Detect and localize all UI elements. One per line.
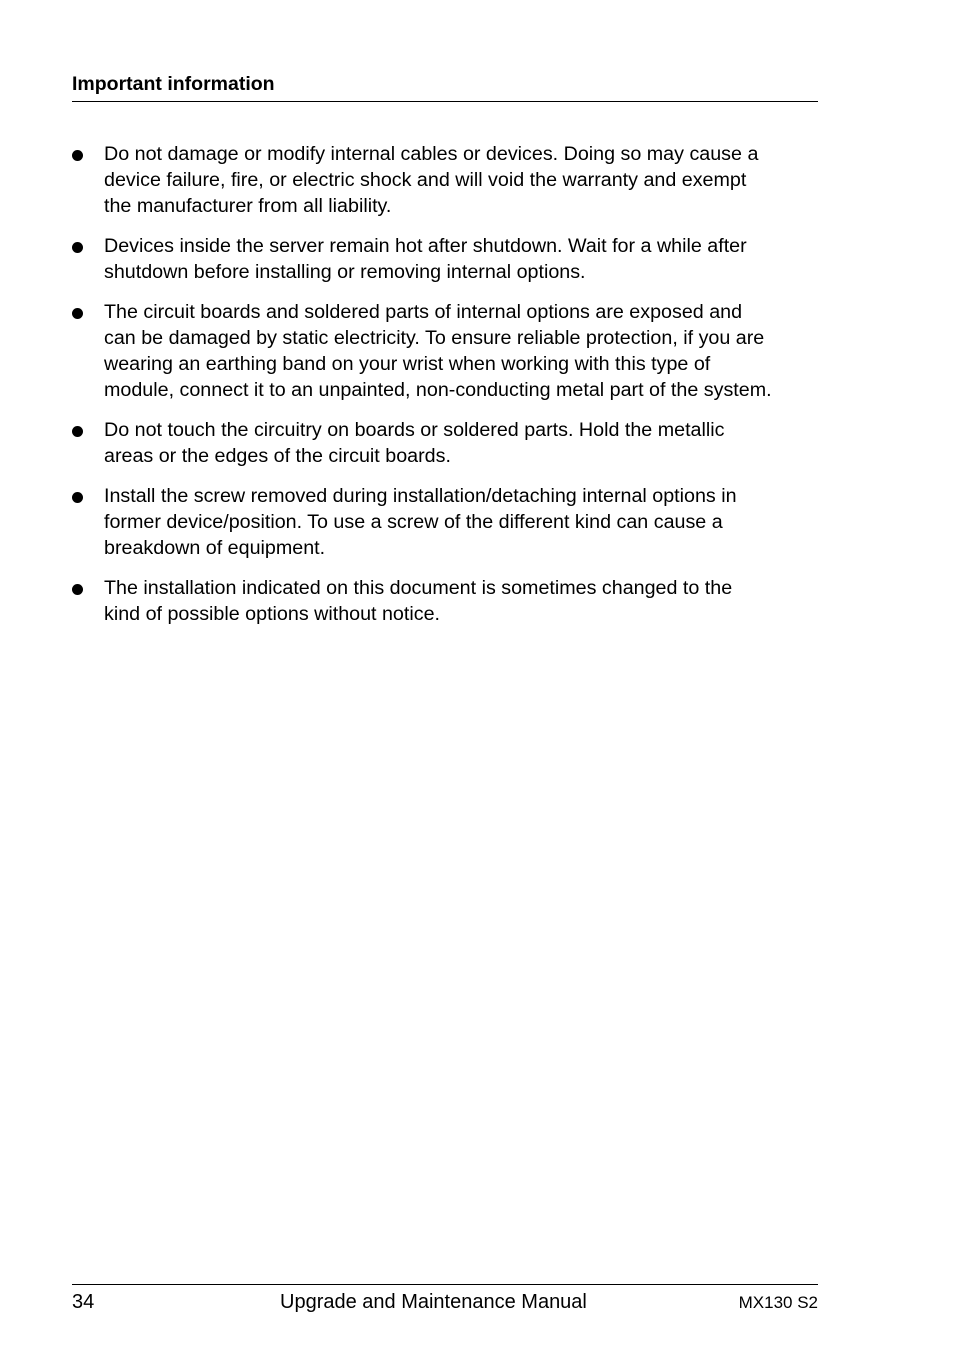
- bullet-line: areas or the edges of the circuit boards.: [104, 445, 451, 467]
- bullet-line: the manufacturer from all liability.: [104, 195, 392, 217]
- bullet-dot-icon: [72, 426, 83, 437]
- bullet-line: can be damaged by static electricity. To ensure reliable protection, if you are: [104, 327, 765, 349]
- bullet-line: The installation indicated on this document is sometimes changed to the: [104, 577, 733, 599]
- bullet-text: [104, 417, 832, 469]
- bullet-item: [72, 141, 832, 219]
- model-name: MX130 S2: [738, 1293, 818, 1312]
- bullet-text: [104, 483, 832, 561]
- bullet-item: [72, 417, 832, 469]
- bullet-line: kind of possible options without notice.: [104, 603, 440, 625]
- bullet-text: [104, 141, 832, 219]
- bullet-item: [72, 233, 832, 285]
- bullet-dot-icon: [72, 584, 83, 595]
- bullet-line: Devices inside the server remain hot after shutdown. Wait for a while after: [104, 235, 747, 257]
- bullet-line: Do not touch the circuitry on boards or soldered parts. Hold the metallic: [104, 419, 725, 441]
- bullet-text: [104, 299, 832, 403]
- bullet-item: [72, 483, 832, 561]
- bullet-line: Install the screw removed during installation/detaching internal options in: [104, 485, 737, 507]
- bullet-line: shutdown before installing or removing internal options.: [104, 261, 586, 283]
- bullet-dot-icon: [72, 308, 83, 319]
- bullet-line: former device/position. To use a screw of the different kind can cause a: [104, 511, 723, 533]
- bullet-item: [72, 575, 832, 627]
- page-number: 34: [72, 1291, 95, 1313]
- bullet-text: [104, 233, 832, 285]
- bullet-dot-icon: [72, 150, 83, 161]
- bullet-line: wearing an earthing band on your wrist when working with this type of: [104, 353, 711, 375]
- bullet-line: module, connect it to an unpainted, non-conducting metal part of the system.: [104, 379, 772, 401]
- bullet-line: Do not damage or modify internal cables or devices. Doing so may cause a: [104, 143, 759, 165]
- bullet-item: [72, 299, 832, 403]
- bullet-dot-icon: [72, 492, 83, 503]
- footer-divider: [72, 1284, 818, 1285]
- manual-title: Upgrade and Maintenance Manual: [280, 1291, 587, 1313]
- bullet-text: [104, 575, 832, 627]
- safety-bullet-list: [72, 141, 832, 641]
- bullet-line: breakdown of equipment.: [104, 537, 326, 559]
- bullet-line: device failure, fire, or electric shock and will void the warranty and exempt: [104, 169, 747, 191]
- bullet-dot-icon: [72, 242, 83, 253]
- section-header-title: Important information: [72, 73, 275, 95]
- header-divider: [72, 101, 818, 102]
- bullet-line: The circuit boards and soldered parts of internal options are exposed and: [104, 301, 743, 323]
